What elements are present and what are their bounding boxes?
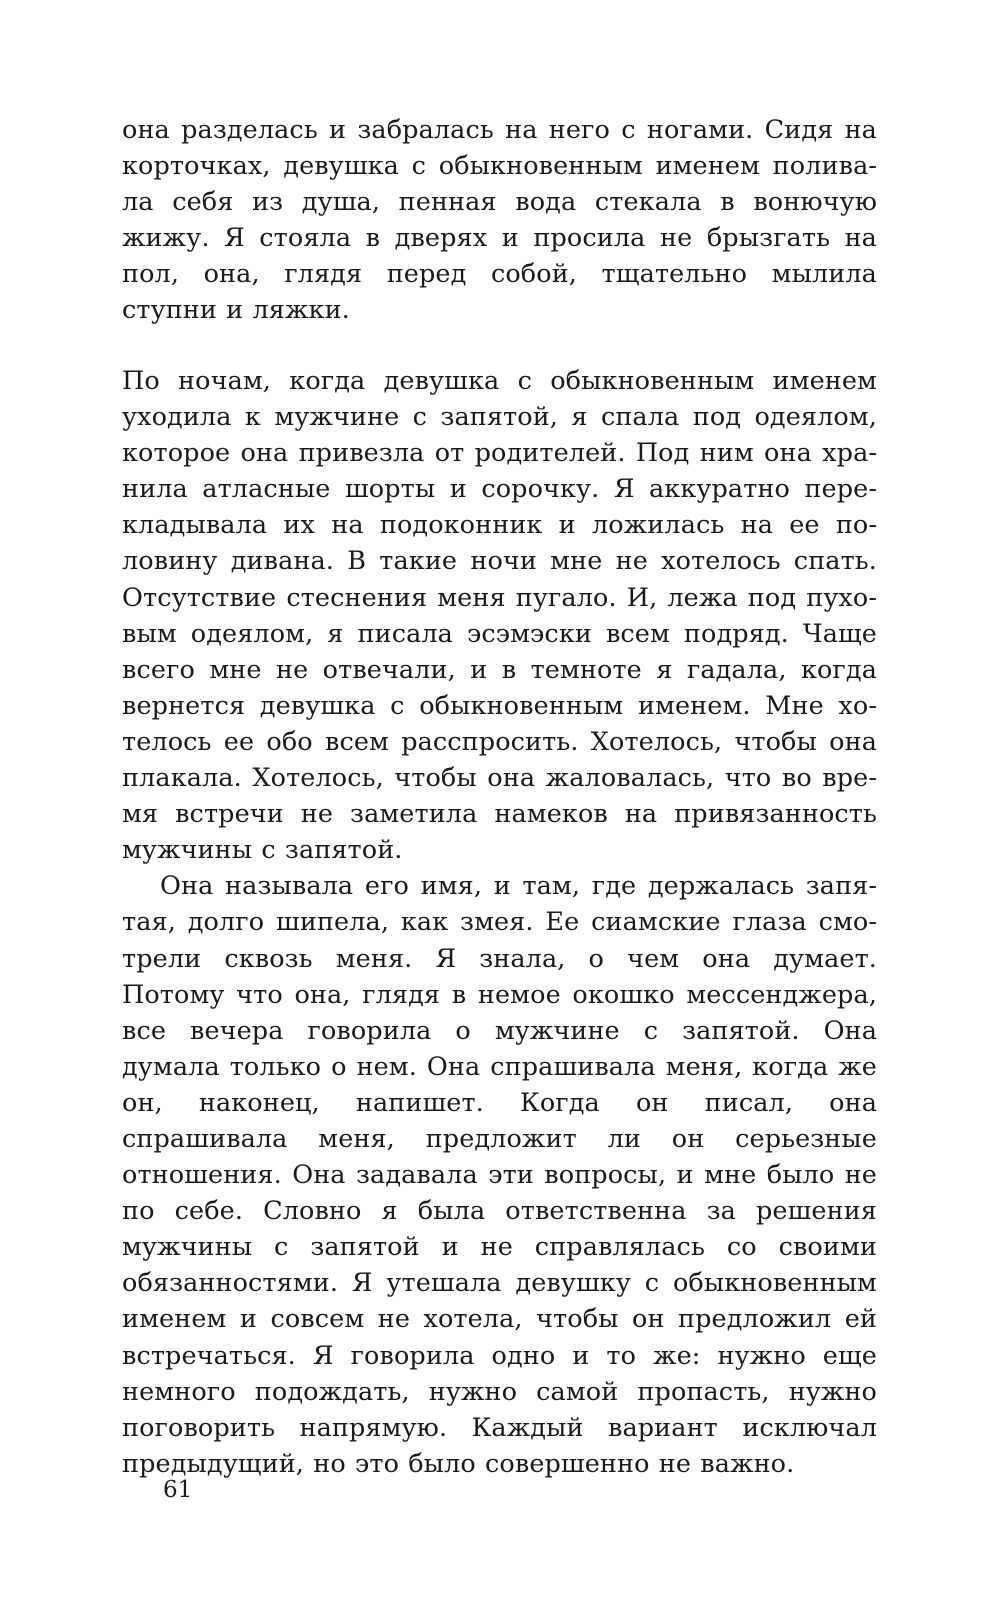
- text-block-top: [122, 112, 877, 329]
- paragraph-1: она разделась и забралась на него с ногами. Сидя на корточках, девушка с обыкновенным именем поливала себя из душа, пенная вода стекала в вонючую жижу. Я стояла в дверях и просила не брызгать на пол, она, глядя перед собой, тщательно мылила ступни и ляжки.: [122, 115, 877, 326]
- page-number: 61: [163, 1477, 193, 1503]
- text-block-main: [122, 363, 877, 1482]
- paragraph-3: Она называла его имя, и там, где держалась запятая, долго шипела, как змея. Ее сиамские глаза смотрели сквозь меня. Я знала, о чем она думает. Потому что она, глядя в немое окошко мессенджера, все вечера говорила о мужчине с запятой. Она думала только о нем. Она спрашивала меня, когда же он, наконец, напишет. Когда он писал, она спрашивала меня, предложит ли он серьезные отношения. Она задавала эти вопросы, и мне было не по себе. Словно я была ответственна за решения мужчины с запятой и не справлялась со своими обязанностями. Я утешала девушку с обыкновенным именем и совсем не хотела, чтобы он предложил ей встречаться. Я говорила одно и то же: нужно еще немного подождать, нужно самой пропасть, нужно поговорить напрямую. Каждый вариант исключал предыдущий, но это было совершенно не важно.: [122, 871, 877, 1479]
- paragraph-2: По ночам, когда девушка с обыкновенным именем уходила к мужчине с запятой, я спала под одеялом, которое она привезла от родителей. Под ним она хранила атласные шорты и сорочку. Я аккуратно перекладывала их на подоконник и ложилась на ее половину дивана. В такие ночи мне не хотелось спать. Отсутствие стеснения меня пугало. И, лежа под пуховым одеялом, я писала эсэмэски всем подряд. Чаще всего мне не отвечали, и в темноте я гадала, когда вернется девушка с обыкновенным именем. Мне хотелось ее обо всем расспросить. Хотелось, чтобы она плакала. Хотелось, чтобы она жаловалась, что во время встречи не заметила намеков на привязанность мужчины с запятой.: [122, 366, 877, 866]
